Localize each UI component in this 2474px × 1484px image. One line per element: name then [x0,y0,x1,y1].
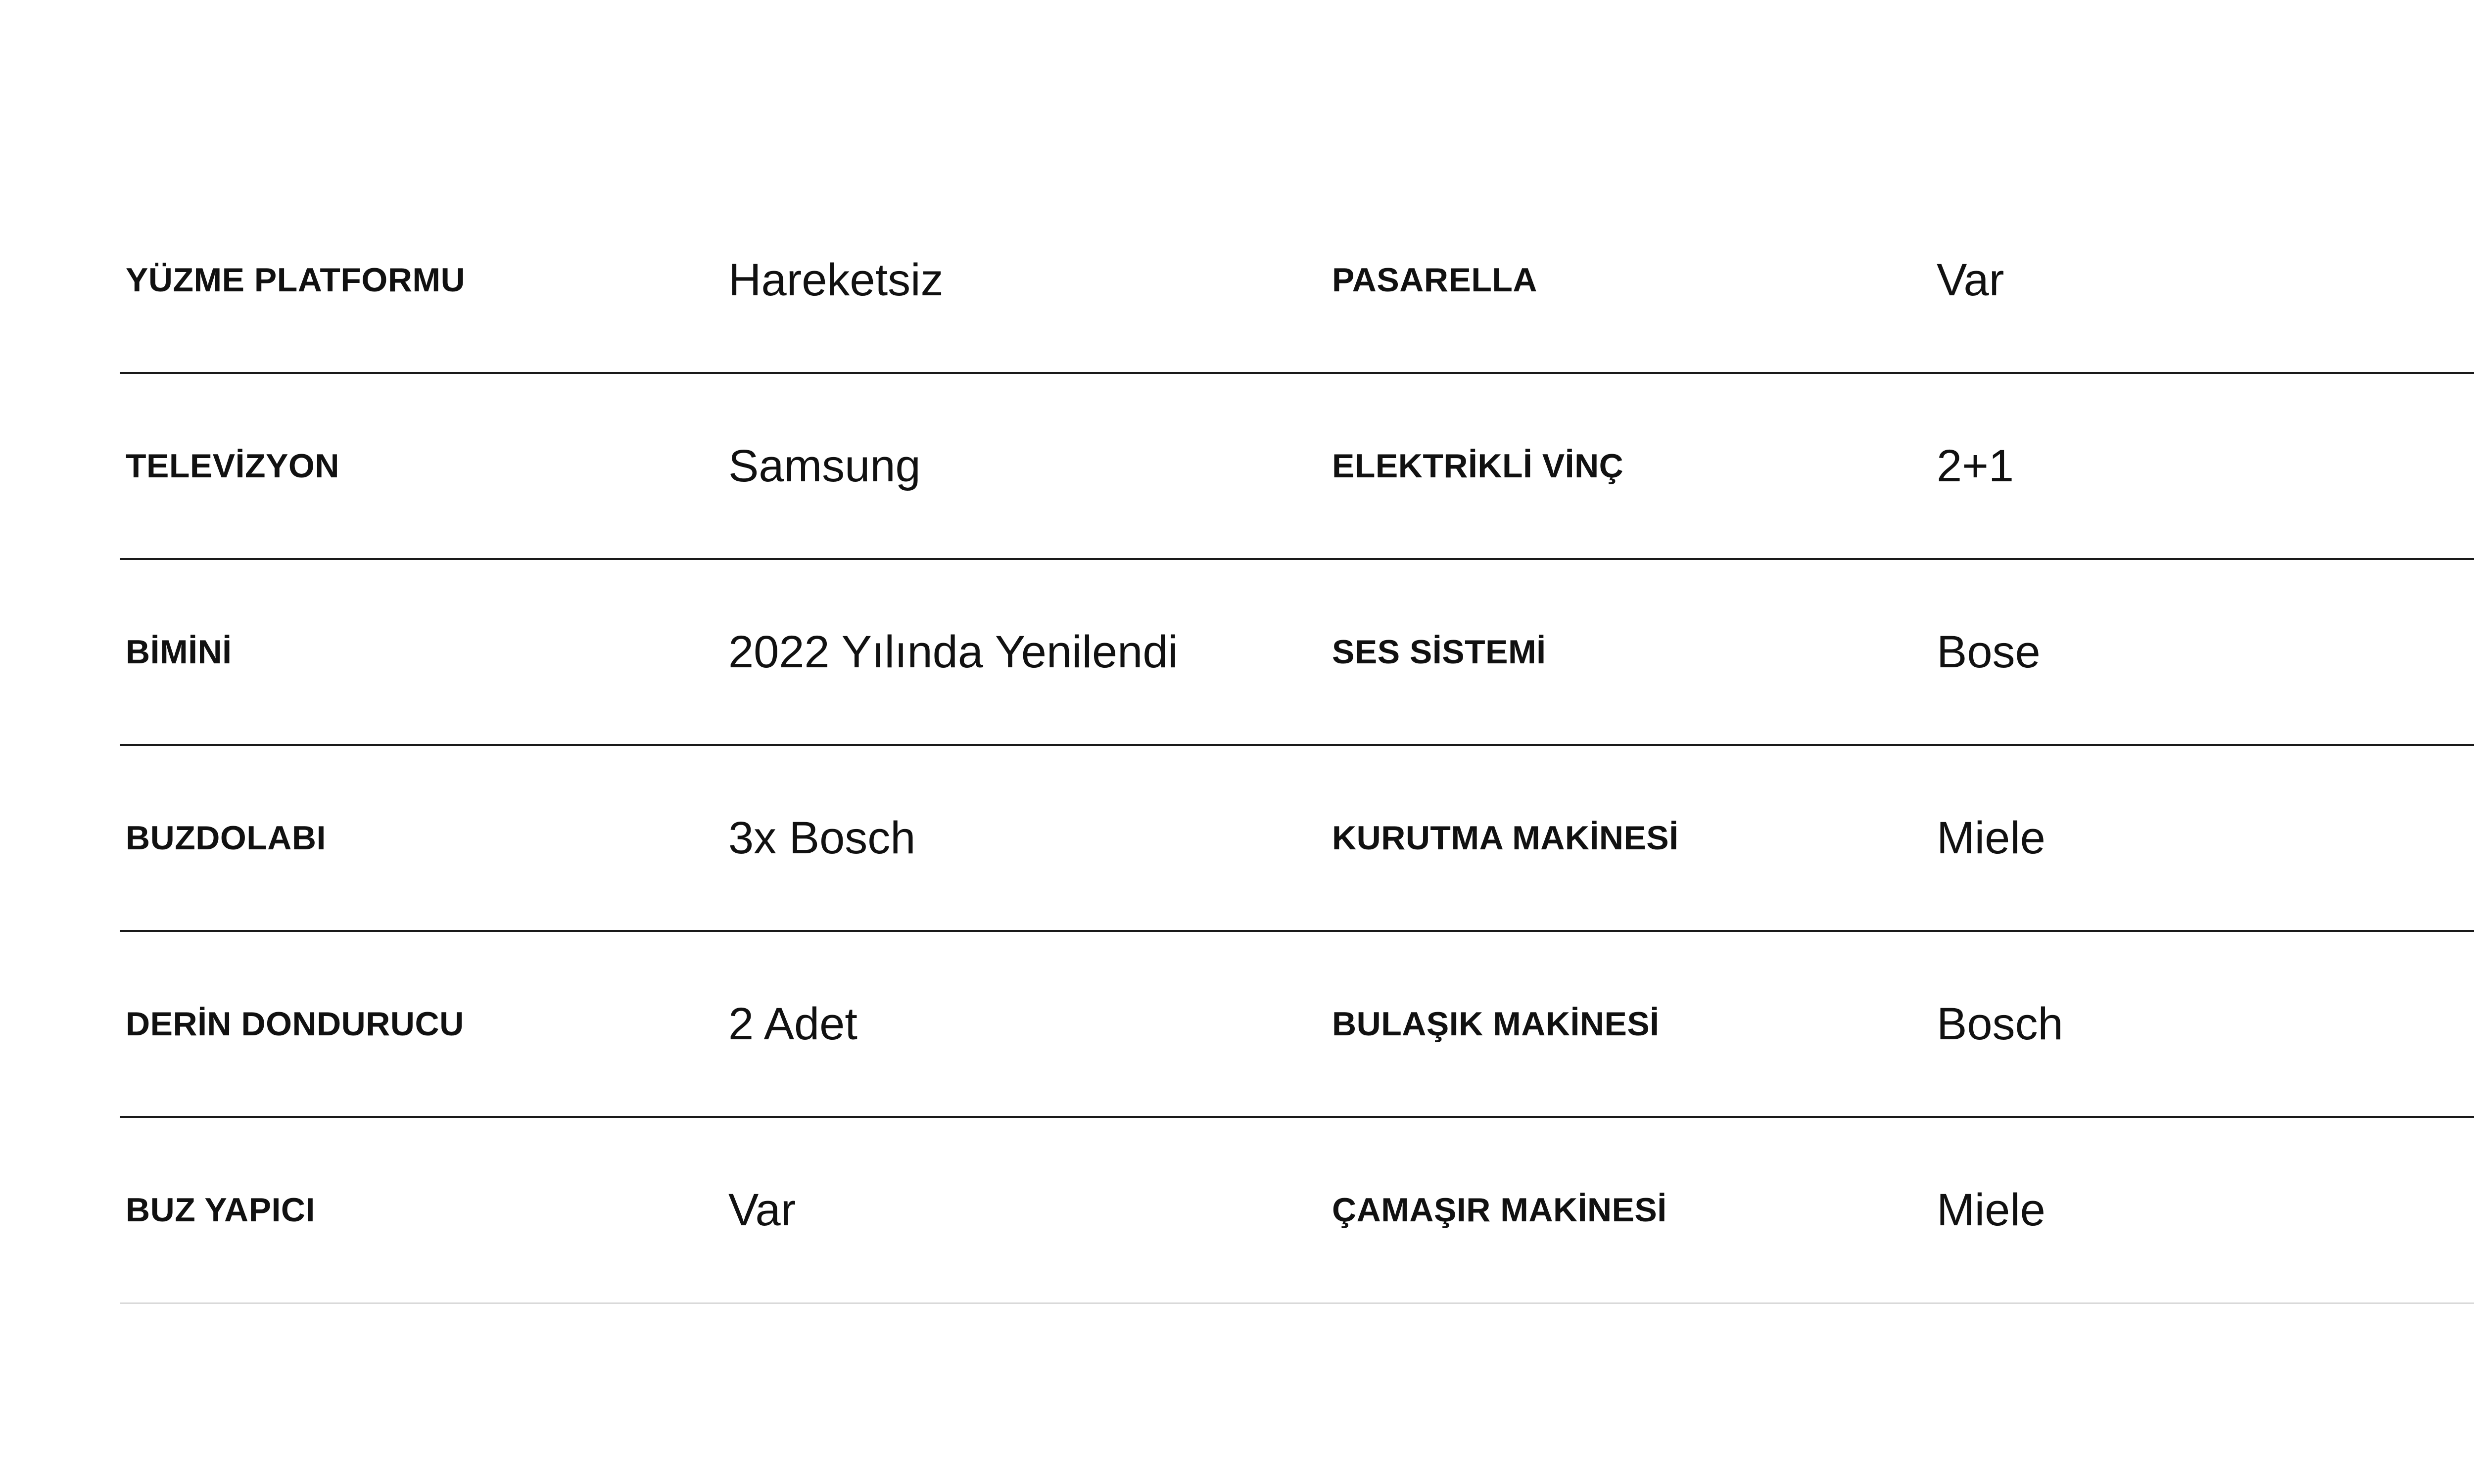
spec-label: BUZ YAPICI [126,1191,315,1229]
spec-value: Hareketsiz [728,254,944,305]
spec-value: Bose [1937,626,2041,677]
spec-table [120,188,2474,1304]
spec-value: Var [728,1184,796,1235]
spec-value: Var [1937,254,2004,305]
spec-label: BUZDOLABI [126,819,326,857]
spec-value: Samsung [728,440,921,491]
spec-value: 2 Adet [728,998,857,1049]
spec-row [120,188,2474,374]
spec-row [120,374,2474,560]
spec-label: TELEVİZYON [126,447,339,485]
spec-value: Miele [1937,1184,2046,1235]
spec-row [120,746,2474,932]
spec-row [120,932,2474,1118]
spec-label: YÜZME PLATFORMU [126,261,466,299]
spec-label: SES SİSTEMİ [1332,633,1546,671]
spec-value: 2+1 [1937,440,2014,491]
spec-label: KURUTMA MAKİNESİ [1332,819,1679,857]
spec-label: BULAŞIK MAKİNESİ [1332,1005,1660,1043]
spec-label: BİMİNİ [126,633,232,671]
spec-value: Bosch [1937,998,2063,1049]
spec-label: PASARELLA [1332,261,1538,299]
spec-value: 3x Bosch [728,812,916,863]
spec-value: Miele [1937,812,2046,863]
spec-label: ÇAMAŞIR MAKİNESİ [1332,1191,1667,1229]
spec-value: 2022 Yılında Yenilendi [728,626,1178,677]
spec-label: ELEKTRİKLİ VİNÇ [1332,447,1624,485]
spec-row [120,1118,2474,1304]
spec-row [120,560,2474,746]
spec-label: DERİN DONDURUCU [126,1005,464,1043]
